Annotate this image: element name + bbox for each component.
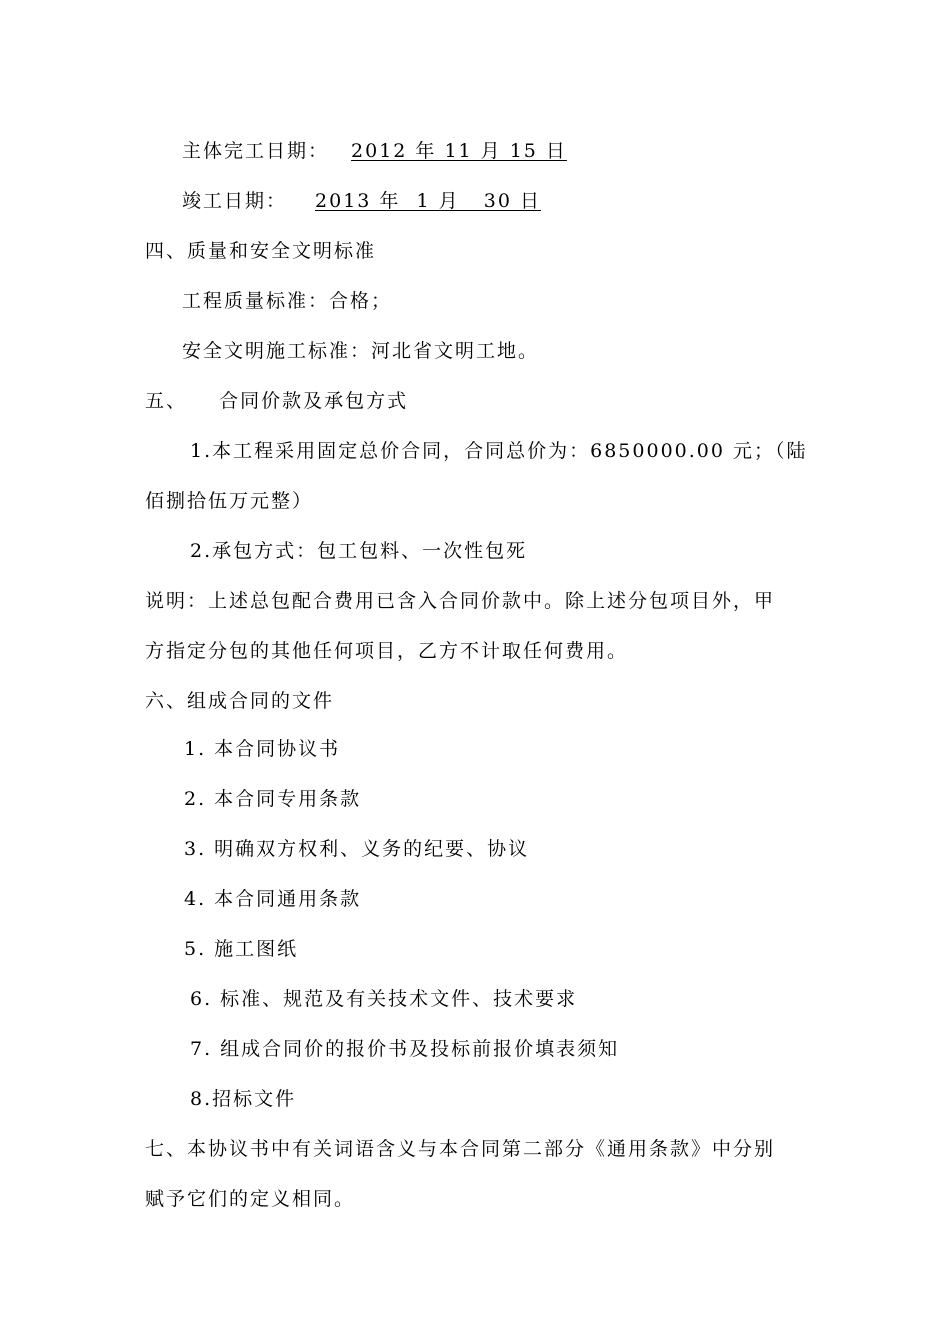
main-completion-value: 2012 年 11 月 15 日 bbox=[351, 140, 567, 162]
note-line-1: 说明：上述总包配合费用已含入合同价款中。除上述分包项目外，甲 bbox=[145, 590, 776, 612]
section-7-line-2: 赋予它们的定义相同。 bbox=[145, 1188, 356, 1210]
section-5-heading: 五、 合同价款及承包方式 bbox=[145, 390, 409, 412]
list-item: 4. 本合同通用条款 bbox=[184, 888, 362, 910]
final-completion-line bbox=[182, 189, 589, 213]
list-item: 5. 施工图纸 bbox=[184, 938, 299, 960]
final-completion-label: 竣工日期： bbox=[182, 190, 288, 212]
quality-standard: 工程质量标准：合格； bbox=[182, 290, 393, 312]
price-clause-line-1: 1.本工程采用固定总价合同，合同总价为：6850000.00 元；（陆 bbox=[190, 440, 808, 462]
section-4-heading: 四、质量和安全文明标准 bbox=[145, 240, 377, 262]
list-item: 6. 标准、规范及有关技术文件、技术要求 bbox=[190, 988, 578, 1010]
section-6-heading: 六、组成合同的文件 bbox=[145, 690, 335, 712]
list-item: 1. 本合同协议书 bbox=[184, 738, 341, 760]
contract-method: 2.承包方式：包工包料、一次性包死 bbox=[190, 540, 528, 562]
list-item: 8.招标文件 bbox=[190, 1088, 297, 1110]
list-item: 7. 组成合同价的报价书及投标前报价填表须知 bbox=[190, 1038, 620, 1060]
section-7-line-1: 七、本协议书中有关词语含义与本合同第二部分《通用条款》中分别 bbox=[145, 1138, 776, 1160]
safety-standard: 安全文明施工标准：河北省文明工地。 bbox=[182, 340, 540, 362]
list-item: 2. 本合同专用条款 bbox=[184, 788, 362, 810]
list-item: 3. 明确双方权利、义务的纪要、协议 bbox=[184, 838, 530, 860]
final-completion-value: 2013 年 1 月 30 日 bbox=[315, 190, 541, 212]
main-completion-line bbox=[182, 139, 579, 163]
main-completion-label: 主体完工日期： bbox=[182, 140, 330, 162]
note-line-2: 方指定分包的其他任何项目，乙方不计取任何费用。 bbox=[145, 640, 629, 662]
price-clause-line-2: 佰捌拾伍万元整） bbox=[145, 490, 314, 512]
